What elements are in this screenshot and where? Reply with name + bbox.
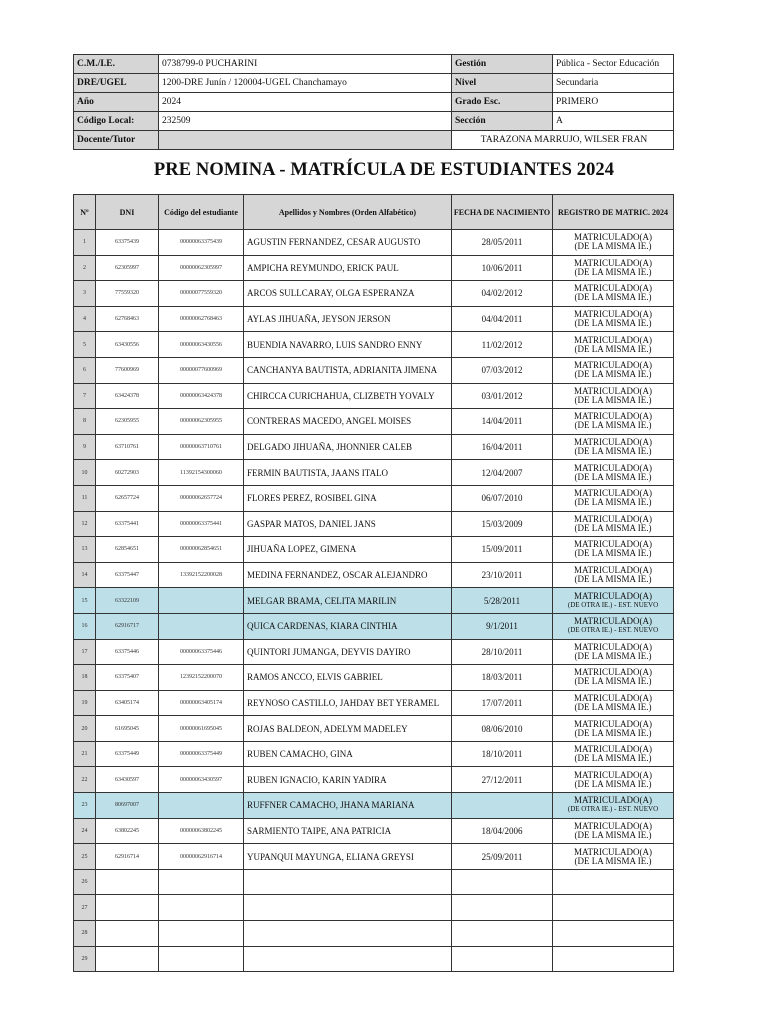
nombre-cell: CANCHANYA BAUTISTA, ADRIANITA JIMENA: [244, 357, 452, 383]
nombre-cell: [244, 946, 452, 972]
dni-cell: 62854651: [96, 537, 159, 563]
row-number: 8: [74, 409, 96, 435]
registro-cell: [553, 818, 674, 844]
registro-origin: (DE LA MISMA IE.): [574, 574, 652, 585]
registro-origin: (DE LA MISMA IE.): [574, 650, 652, 661]
dni-cell: 77559320: [96, 281, 159, 307]
table-row: [74, 281, 674, 307]
nombre-cell: [244, 869, 452, 895]
col-header-registro: REGISTRO DE MATRIC. 2024: [553, 195, 674, 230]
students-table: [73, 194, 674, 972]
fecha-cell: 18/03/2011: [452, 665, 553, 691]
codigo-cell: 00000063430556: [159, 332, 244, 358]
codigo-cell: [159, 895, 244, 921]
codigo-cell: 11392154300060: [159, 460, 244, 486]
registro-cell: [553, 460, 674, 486]
row-number: 27: [74, 895, 96, 921]
registro-origin: (DE LA MISMA IE.): [574, 701, 652, 712]
row-number: 23: [74, 793, 96, 819]
registro-origin: (DE LA MISMA IE.): [574, 548, 652, 559]
table-row: [74, 613, 674, 639]
registro-origin: (DE LA MISMA IE.): [574, 522, 652, 533]
nombre-cell: AYLAS JIHUAÑA, JEYSON JERSON: [244, 306, 452, 332]
row-number: 1: [74, 230, 96, 256]
registro-cell: [553, 511, 674, 537]
registro-cell: [553, 741, 674, 767]
nivel-label: Nivel: [452, 74, 553, 93]
registro-origin: (DE OTRA IE.) - EST. NUEVO: [567, 600, 659, 609]
row-number: 17: [74, 639, 96, 665]
dni-cell: [96, 869, 159, 895]
registro-status: MATRICULADO(A): [574, 692, 652, 703]
registro-origin: (DE LA MISMA IE.): [574, 394, 652, 405]
registro-status: MATRICULADO(A): [574, 667, 652, 678]
registro-cell: [553, 281, 674, 307]
seccion-label: Sección: [452, 112, 553, 131]
fecha-cell: [452, 869, 553, 895]
table-row: [74, 818, 674, 844]
fecha-cell: 18/10/2011: [452, 741, 553, 767]
registro-cell: [553, 588, 674, 614]
row-number: 3: [74, 281, 96, 307]
registro-cell: [553, 793, 674, 819]
registro-status: MATRICULADO(A): [574, 539, 652, 550]
dni-cell: 63710761: [96, 434, 159, 460]
dni-cell: 63375447: [96, 562, 159, 588]
registro-status: MATRICULADO(A): [574, 641, 652, 652]
table-row: [74, 895, 674, 921]
row-number: 22: [74, 767, 96, 793]
registro-cell: [553, 562, 674, 588]
table-row: [74, 793, 674, 819]
nivel-value: Secundaria: [553, 74, 674, 93]
registro-origin: (DE LA MISMA IE.): [574, 676, 652, 687]
registro-cell: [553, 844, 674, 870]
registro-origin: (DE LA MISMA IE.): [574, 420, 652, 431]
codigo-cell: [159, 613, 244, 639]
row-number: 18: [74, 665, 96, 691]
nombre-cell: AMPICHA REYMUNDO, ERICK PAUL: [244, 255, 452, 281]
fecha-cell: 15/03/2009: [452, 511, 553, 537]
dni-cell: 63375439: [96, 230, 159, 256]
codigo-cell: 00000077559320: [159, 281, 244, 307]
nombre-cell: BUENDIA NAVARRO, LUIS SANDRO ENNY: [244, 332, 452, 358]
row-number: 11: [74, 485, 96, 511]
fecha-cell: 03/01/2012: [452, 383, 553, 409]
registro-cell: [553, 869, 674, 895]
row-number: 29: [74, 946, 96, 972]
codigo-cell: 00000062305997: [159, 255, 244, 281]
fecha-cell: 28/10/2011: [452, 639, 553, 665]
registro-origin: (DE LA MISMA IE.): [574, 318, 652, 329]
col-header-codigo: Código del estudiante: [159, 195, 244, 230]
row-number: 2: [74, 255, 96, 281]
codigo-cell: 00000063375446: [159, 639, 244, 665]
codigo-cell: 00000062305955: [159, 409, 244, 435]
fecha-cell: 10/06/2011: [452, 255, 553, 281]
fecha-cell: 06/07/2010: [452, 485, 553, 511]
registro-status: MATRICULADO(A): [574, 795, 652, 806]
info-row-dre: [74, 74, 674, 93]
dni-cell: 63322109: [96, 588, 159, 614]
anio-value: 2024: [159, 93, 452, 112]
registro-status: MATRICULADO(A): [574, 616, 652, 627]
registro-cell: [553, 409, 674, 435]
nombre-cell: RUBEN CAMACHO, GINA: [244, 741, 452, 767]
table-row: [74, 383, 674, 409]
table-row: [74, 690, 674, 716]
fecha-cell: 23/10/2011: [452, 562, 553, 588]
fecha-cell: 17/07/2011: [452, 690, 553, 716]
registro-origin: (DE LA MISMA IE.): [574, 497, 652, 508]
registro-status: MATRICULADO(A): [574, 565, 652, 576]
table-row: [74, 255, 674, 281]
fecha-cell: [452, 921, 553, 947]
fecha-cell: [452, 793, 553, 819]
row-number: 24: [74, 818, 96, 844]
seccion-value: A: [553, 112, 674, 131]
registro-cell: [553, 434, 674, 460]
dni-cell: 63430556: [96, 332, 159, 358]
dni-cell: 63375407: [96, 665, 159, 691]
nombre-cell: QUICA CARDENAS, KIARA CINTHIA: [244, 613, 452, 639]
table-row: [74, 537, 674, 563]
gestion-value: Pública - Sector Educación: [553, 55, 674, 74]
info-row-cmie: [74, 55, 674, 74]
registro-status: MATRICULADO(A): [574, 360, 652, 371]
info-row-anio: [74, 93, 674, 112]
fecha-cell: 25/09/2011: [452, 844, 553, 870]
registro-origin: (DE LA MISMA IE.): [574, 829, 652, 840]
table-header-row: [74, 195, 674, 230]
fecha-cell: 15/09/2011: [452, 537, 553, 563]
registro-status: MATRICULADO(A): [574, 820, 652, 831]
col-header-nombres: Apellidos y Nombres (Orden Alfabético): [244, 195, 452, 230]
dni-cell: 61695045: [96, 716, 159, 742]
nombre-cell: DELGADO JIHUAÑA, JHONNIER CALEB: [244, 434, 452, 460]
nombre-cell: MELGAR BRAMA, CELITA MARILIN: [244, 588, 452, 614]
row-number: 21: [74, 741, 96, 767]
table-row: [74, 588, 674, 614]
codigo-cell: 00000061695045: [159, 716, 244, 742]
row-number: 15: [74, 588, 96, 614]
nombre-cell: CONTRERAS MACEDO, ANGEL MOISES: [244, 409, 452, 435]
table-row: [74, 485, 674, 511]
table-row: [74, 665, 674, 691]
school-info-table: [73, 54, 674, 150]
nombre-cell: ROJAS BALDEON, ADELYM MADELEY: [244, 716, 452, 742]
registro-cell: [553, 767, 674, 793]
row-number: 20: [74, 716, 96, 742]
nombre-cell: YUPANQUI MAYUNGA, ELIANA GREYSI: [244, 844, 452, 870]
registro-origin: (DE OTRA IE.) - EST. NUEVO: [567, 805, 659, 814]
registro-status: MATRICULADO(A): [574, 232, 652, 243]
fecha-cell: 14/04/2011: [452, 409, 553, 435]
fecha-cell: 18/04/2006: [452, 818, 553, 844]
dni-cell: 77600969: [96, 357, 159, 383]
registro-cell: [553, 895, 674, 921]
table-row: [74, 332, 674, 358]
registro-origin: (DE LA MISMA IE.): [574, 855, 652, 866]
dni-cell: 62916717: [96, 613, 159, 639]
nombre-cell: FERMIN BAUTISTA, JAANS ITALO: [244, 460, 452, 486]
table-row: [74, 357, 674, 383]
codigo-cell: 13392152200028: [159, 562, 244, 588]
codigo-cell: [159, 869, 244, 895]
registro-status: MATRICULADO(A): [574, 257, 652, 268]
registro-status: MATRICULADO(A): [574, 309, 652, 320]
table-row: [74, 230, 674, 256]
dni-cell: [96, 895, 159, 921]
grado-label: Grado Esc.: [452, 93, 553, 112]
table-row: [74, 716, 674, 742]
registro-origin: (DE LA MISMA IE.): [574, 778, 652, 789]
registro-cell: [553, 690, 674, 716]
fecha-cell: 28/05/2011: [452, 230, 553, 256]
table-row: [74, 639, 674, 665]
row-number: 4: [74, 306, 96, 332]
registro-origin: (DE LA MISMA IE.): [574, 471, 652, 482]
gestion-label: Gestión: [452, 55, 553, 74]
registro-cell: [553, 716, 674, 742]
registro-cell: [553, 485, 674, 511]
registro-cell: [553, 255, 674, 281]
fecha-cell: 11/02/2012: [452, 332, 553, 358]
anio-label: Año: [74, 93, 159, 112]
registro-origin: (DE LA MISMA IE.): [574, 292, 652, 303]
codigo-cell: 00000063375449: [159, 741, 244, 767]
registro-status: MATRICULADO(A): [574, 385, 652, 396]
table-row: [74, 869, 674, 895]
registro-cell: [553, 613, 674, 639]
row-number: 10: [74, 460, 96, 486]
registro-status: MATRICULADO(A): [574, 846, 652, 857]
row-number: 14: [74, 562, 96, 588]
codigo-cell: [159, 921, 244, 947]
registro-status: MATRICULADO(A): [574, 769, 652, 780]
row-number: 12: [74, 511, 96, 537]
registro-cell: [553, 946, 674, 972]
fecha-cell: 08/06/2010: [452, 716, 553, 742]
dni-cell: 62305955: [96, 409, 159, 435]
nombre-cell: FLORES PEREZ, ROSIBEL GINA: [244, 485, 452, 511]
registro-status: MATRICULADO(A): [574, 462, 652, 473]
dni-cell: 63375449: [96, 741, 159, 767]
nombre-cell: RAMOS ANCCO, ELVIS GABRIEL: [244, 665, 452, 691]
fecha-cell: 07/03/2012: [452, 357, 553, 383]
row-number: 6: [74, 357, 96, 383]
table-row: [74, 741, 674, 767]
table-row: [74, 434, 674, 460]
codigo-local-value: 232509: [159, 112, 452, 131]
codigo-local-label: Código Local:: [74, 112, 159, 131]
docente-label-fill: [159, 131, 452, 150]
fecha-cell: [452, 895, 553, 921]
nombre-cell: JIHUAÑA LOPEZ, GIMENA: [244, 537, 452, 563]
table-row: [74, 767, 674, 793]
dni-cell: 62916714: [96, 844, 159, 870]
dni-cell: 62657724: [96, 485, 159, 511]
dni-cell: 63424378: [96, 383, 159, 409]
dni-cell: 63430597: [96, 767, 159, 793]
table-row: [74, 946, 674, 972]
cmie-value: 0738799-0 PUCHARINI: [159, 55, 452, 74]
fecha-cell: [452, 946, 553, 972]
row-number: 13: [74, 537, 96, 563]
dni-cell: 80697007: [96, 793, 159, 819]
dni-cell: 60272903: [96, 460, 159, 486]
table-row: [74, 460, 674, 486]
row-number: 19: [74, 690, 96, 716]
registro-status: MATRICULADO(A): [574, 334, 652, 345]
registro-origin: (DE OTRA IE.) - EST. NUEVO: [567, 626, 659, 635]
codigo-cell: 00000062854651: [159, 537, 244, 563]
dre-value: 1200-DRE Junín / 120004-UGEL Chanchamayo: [159, 74, 452, 93]
registro-cell: [553, 665, 674, 691]
registro-status: MATRICULADO(A): [574, 513, 652, 524]
codigo-cell: [159, 793, 244, 819]
table-row: [74, 921, 674, 947]
cmie-label: C.M./I.E.: [74, 55, 159, 74]
fecha-cell: 12/04/2007: [452, 460, 553, 486]
row-number: 28: [74, 921, 96, 947]
registro-cell: [553, 357, 674, 383]
codigo-cell: 00000062657724: [159, 485, 244, 511]
codigo-cell: 00000063430597: [159, 767, 244, 793]
registro-status: MATRICULADO(A): [574, 488, 652, 499]
registro-status: MATRICULADO(A): [574, 283, 652, 294]
codigo-cell: 00000063710761: [159, 434, 244, 460]
dre-label: DRE/UGEL: [74, 74, 159, 93]
fecha-cell: 16/04/2011: [452, 434, 553, 460]
nombre-cell: REYNOSO CASTILLO, JAHDAY BET YERAMEL: [244, 690, 452, 716]
registro-cell: [553, 639, 674, 665]
table-row: [74, 511, 674, 537]
row-number: 25: [74, 844, 96, 870]
nombre-cell: RUBEN IGNACIO, KARIN YADIRA: [244, 767, 452, 793]
fecha-cell: 5/28/2011: [452, 588, 553, 614]
dni-cell: [96, 946, 159, 972]
table-row: [74, 562, 674, 588]
dni-cell: 63375441: [96, 511, 159, 537]
registro-origin: (DE LA MISMA IE.): [574, 343, 652, 354]
row-number: 5: [74, 332, 96, 358]
nombre-cell: [244, 895, 452, 921]
registro-origin: (DE LA MISMA IE.): [574, 266, 652, 277]
fecha-cell: 04/02/2012: [452, 281, 553, 307]
student-rows: [74, 230, 674, 972]
col-header-n: Nº: [74, 195, 96, 230]
codigo-cell: [159, 588, 244, 614]
nombre-cell: GASPAR MATOS, DANIEL JANS: [244, 511, 452, 537]
table-row: [74, 306, 674, 332]
nombre-cell: AGUSTIN FERNANDEZ, CESAR AUGUSTO: [244, 230, 452, 256]
dni-cell: 62768463: [96, 306, 159, 332]
nombre-cell: MEDINA FERNANDEZ, OSCAR ALEJANDRO: [244, 562, 452, 588]
codigo-cell: 00000063424378: [159, 383, 244, 409]
codigo-cell: 12392152200070: [159, 665, 244, 691]
registro-status: MATRICULADO(A): [574, 437, 652, 448]
fecha-cell: 27/12/2011: [452, 767, 553, 793]
table-row: [74, 409, 674, 435]
codigo-cell: 00000062916714: [159, 844, 244, 870]
grado-value: PRIMERO: [553, 93, 674, 112]
table-row: [74, 844, 674, 870]
registro-status: MATRICULADO(A): [574, 718, 652, 729]
registro-status: MATRICULADO(A): [574, 590, 652, 601]
registro-cell: [553, 230, 674, 256]
codigo-cell: 00000063375441: [159, 511, 244, 537]
row-number: 7: [74, 383, 96, 409]
registro-status: MATRICULADO(A): [574, 411, 652, 422]
info-row-codigo: [74, 112, 674, 131]
row-number: 16: [74, 613, 96, 639]
docente-value: TARAZONA MARRUJO, WILSER FRAN: [452, 131, 674, 150]
nombre-cell: QUINTORI JUMANGA, DEYVIS DAYIRO: [244, 639, 452, 665]
registro-origin: (DE LA MISMA IE.): [574, 369, 652, 380]
dni-cell: [96, 921, 159, 947]
registro-origin: (DE LA MISMA IE.): [574, 753, 652, 764]
codigo-cell: 00000077600969: [159, 357, 244, 383]
col-header-dni: DNI: [96, 195, 159, 230]
registro-cell: [553, 332, 674, 358]
registro-cell: [553, 537, 674, 563]
row-number: 26: [74, 869, 96, 895]
fecha-cell: 9/1/2011: [452, 613, 553, 639]
codigo-cell: 00000063405174: [159, 690, 244, 716]
nombre-cell: SARMIENTO TAIPE, ANA PATRICIA: [244, 818, 452, 844]
docente-label: Docente/Tutor: [74, 131, 159, 150]
codigo-cell: 00000062768463: [159, 306, 244, 332]
codigo-cell: [159, 946, 244, 972]
codigo-cell: 00000063802245: [159, 818, 244, 844]
nombre-cell: CHIRCCA CURICHAHUA, CLIZBETH YOVALY: [244, 383, 452, 409]
fecha-cell: 04/04/2011: [452, 306, 553, 332]
dni-cell: 62305997: [96, 255, 159, 281]
nombre-cell: ARCOS SULLCARAY, OLGA ESPERANZA: [244, 281, 452, 307]
registro-cell: [553, 921, 674, 947]
registro-status: MATRICULADO(A): [574, 744, 652, 755]
info-row-docente: [74, 131, 674, 150]
registro-cell: [553, 306, 674, 332]
dni-cell: 63802245: [96, 818, 159, 844]
codigo-cell: 00000063375439: [159, 230, 244, 256]
page-title: PRE NOMINA - MATRÍCULA DE ESTUDIANTES 2024: [153, 160, 615, 180]
row-number: 9: [74, 434, 96, 460]
nombre-cell: RUFFNER CAMACHO, JHANA MARIANA: [244, 793, 452, 819]
dni-cell: 63405174: [96, 690, 159, 716]
col-header-fecha: FECHA DE NACIMIENTO: [452, 195, 553, 230]
registro-origin: (DE LA MISMA IE.): [574, 446, 652, 457]
nombre-cell: [244, 921, 452, 947]
dni-cell: 63375446: [96, 639, 159, 665]
registro-origin: (DE LA MISMA IE.): [574, 241, 652, 252]
registro-cell: [553, 383, 674, 409]
registro-origin: (DE LA MISMA IE.): [574, 727, 652, 738]
